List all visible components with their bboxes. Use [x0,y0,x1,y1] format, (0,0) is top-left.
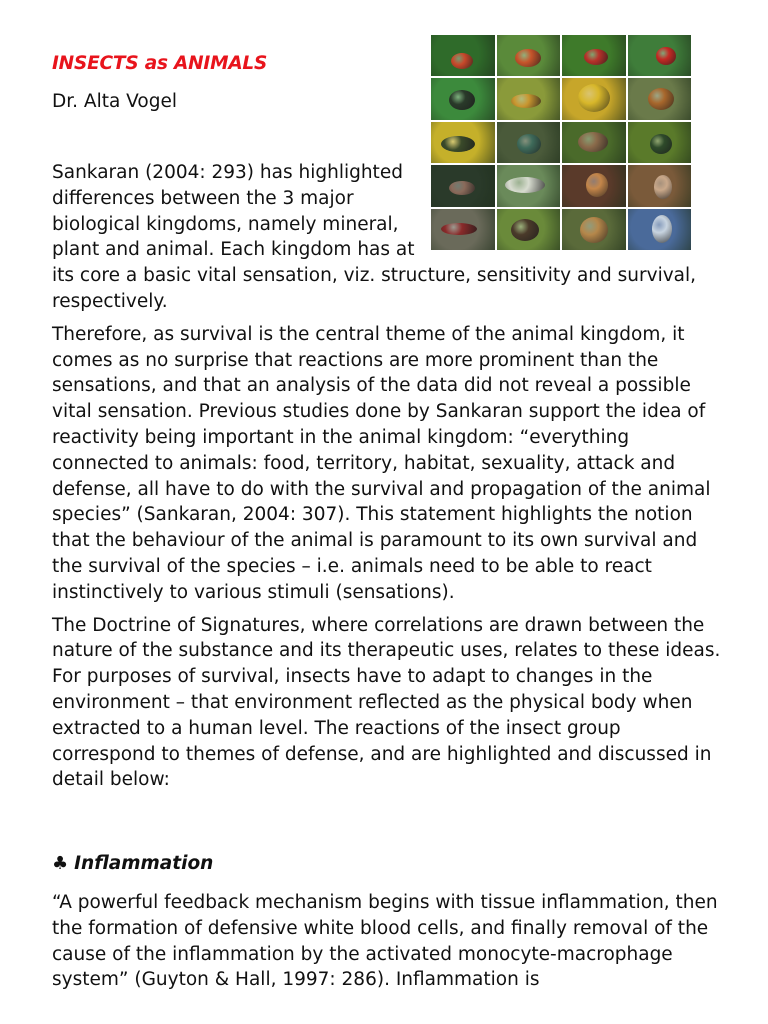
insect-shape [578,132,608,152]
insect-photo-tile [431,35,495,76]
insect-photo-tile [497,78,561,119]
insect-photo-tile [497,35,561,76]
insect-photo-tile [628,35,692,76]
insect-shape [584,49,608,65]
body-text [52,160,722,800]
document-title: INSECTS as ANIMALS [52,53,268,74]
section-heading-label: Inflammation [74,853,214,874]
insect-shape [656,47,676,65]
insect-shape [451,53,473,69]
insect-shape [650,134,672,154]
section-heading [52,853,213,874]
insect-photo-tile [497,122,561,163]
paragraph-1: Sankaran (2004: 293) has highlighted differences between the 3 major biological kingdoms, namely mineral, plant and animal. Each kingdom has at its core a basic vital sensation, viz. structure, sensitivity and survival, respectively. [52,162,697,312]
author-name: Dr. Alta Vogel [52,91,177,112]
insect-photo-tile [431,78,495,119]
insect-shape [517,134,541,154]
insect-photo-tile [628,122,692,163]
insect-shape [515,49,541,67]
section-paragraph: “A powerful feedback mechanism begins with tissue inflammation, then the formation of defensive white blood cells, and finally removal of the cause of the inflammation by the activated monocyte-macrophage system” (Guyton & Hall, 1997: 286). Inflammation is [52,892,718,991]
paragraph-3: The Doctrine of Signatures, where correlations are drawn between the nature of the substance and its therapeutic uses, relates to these ideas. For purposes of survival, insects have to adapt to changes in the environment – that environment reflected as the physical body when extracted to a human level. The reactions of the insect group correspond to themes of defense, and are highlighted and discussed in detail below: [52,614,721,791]
insect-photo-tile [628,78,692,119]
paragraph-2: Therefore, as survival is the central theme of the animal kingdom, it comes as no surprise that reactions are more prominent than the sensations, and that an analysis of the data did not reveal a possible vital sensation. Previous studies done by Sankaran support the idea of reactivity being important in the animal kingdom: “everything connected to animals: food, territory, habitat, sexuality, attack and defense, all have to do with the survival and propagation of the animal species” (Sankaran, 2004: 307). This statement highlights the notion that the behaviour of the animal is paramount to its own survival and the survival of the species – i.e. animals need to be able to react instinctively to various stimuli (sensations). [52,323,711,603]
insect-photo-tile [431,122,495,163]
insect-photo-tile [562,78,626,119]
club-bullet-icon: ♣ [52,853,69,874]
insect-shape [648,88,674,110]
insect-photo-tile [562,122,626,163]
insect-photo-tile [562,35,626,76]
insect-shape [441,136,475,152]
insect-shape [449,90,475,110]
insect-shape [578,84,610,112]
insect-shape [511,94,541,108]
